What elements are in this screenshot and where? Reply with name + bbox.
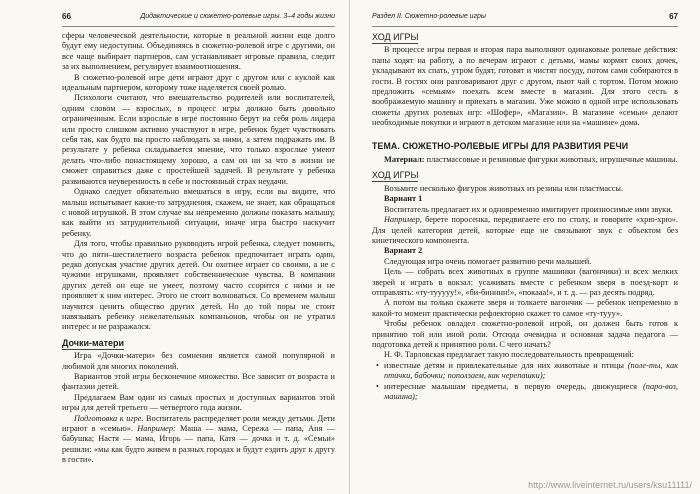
variant-label: Вариант 2: [384, 246, 423, 256]
material-lead: Материал:: [384, 155, 425, 165]
paragraph: В сюжетно-ролевой игре дети играют друг с другом или с куклой как идеальным партнером, которому тоже наделяется своей ролью.: [62, 72, 335, 93]
paragraph: Предлагаем Вам один из самых простых и доступных вариантов этой игры для детей третьего — четвертого года жизни.: [62, 392, 335, 413]
paragraph: Для того, чтобы правильно руководить игрой ребенка, следует помнить, что до пяти–шестилетнего возраста ребенок предпочитает играть один, редко допуская участие других детей. Он охотнее играет со своими, а не с чужими игрушками, проявляет собственнические чувства. В компании других детей он еще не умеет, поэтому часто ссорится с ними и не проявляет к ним интерес. Этого не стоит волноваться. Со временем малыш научится ценить общество других детей. Но до той поры не стоит навязывать ребенку нежелательных компаньонов, чтобы он не утратил интерес и не разражался.: [62, 239, 335, 332]
prep-lead: Подготовка к игре.: [74, 413, 144, 423]
prep-text: Воспитатель распределяет роли между детьми. Дети играют в «семью».: [62, 413, 335, 434]
paragraph: Н. Ф. Тарловская предлагает такую последовательность превращений:: [384, 350, 634, 360]
paragraph: А потом вы только скажете зверя и толкаете вагончик — ребенок непременно в какой-то момент практически рефлекторно скажет то самое «ту-тууу».: [372, 298, 678, 318]
paragraph: [372, 215, 678, 246]
running-head-right: [372, 6, 678, 27]
page-number-left: 66: [62, 11, 71, 21]
paragraph: [372, 155, 678, 165]
hod-heading-text: ХОД ИГРЫ: [372, 32, 419, 42]
list-item-lead: интересные малышам предметы, в первую очередь, движущиеся: [384, 381, 644, 391]
variant1-example-lead: Например,: [384, 215, 422, 225]
paragraph: Чтобы ребенок овладел сюжетно-ролевой игрой, он должен быть готов к принятию той или иной роли. Отсюда очевидна и основная задача педагога — подготовка детей к принятию роли. С чего начать?: [372, 319, 678, 349]
list-item: [372, 361, 678, 382]
page-number-right: 67: [669, 11, 678, 21]
paragraph: Игра «Дочки-матери» без сомнения является самой популярной и любимой для многих поколений.: [62, 351, 335, 371]
paragraph: Следующая игра очень помогает развитию речи малышей.: [384, 256, 592, 266]
hod-heading: [372, 32, 678, 42]
section-heading-text: Дочки-матери: [62, 337, 125, 348]
variant1-example-text: берете поросенка, передвигаете его по столу, и говорите «хрю-хрю». Для целей категория детей, которые еще не связывают звук с объектом без кинетического компонента.: [372, 215, 678, 245]
example-lead: Например:: [137, 424, 176, 434]
list-item: [372, 382, 678, 403]
section-heading: [62, 338, 335, 348]
paragraph: В процессе игры первая и вторая пара выполняют одинаковые ролевые действия: папы ходят на работу, а по вечерам играют с детьми, мамы кормят своих дочек, укладывают их спать, утром будят, готовят и чистят посуду, потом сами собираются в гости. В гостях они разговаривают друг с другом, пьют чай с тортом. Потом можно предложить «семьям» поехать всем вместе в магазин. Для этого сесть в воображаемую машину и приехать в магазин. Уже можно в одной игре использовать сюжеты других ролевых игр: «Шофер», «Магазин». В магазине «семьи» делают необходимые покупки и играют в детском магазине или на «машине» дома.: [372, 45, 678, 128]
paragraph: Цель — собрать всех животных в группе машинки (вагончики) и всех мелких зверей и играть в вокзал: усаживать вместе с ребенком зверя в поезд-корт и отправлять: «ту-тууууу!», «би-бинннн!», «покааа!», и т. д. — раз десять подряд.: [372, 267, 678, 297]
bullet-icon: •: [376, 360, 379, 370]
running-head-left: [62, 6, 335, 27]
right-body: [372, 32, 678, 402]
hod-heading-text: ХОД ИГРЫ: [372, 170, 419, 181]
paragraph: Воспитатель предлагает их и одновременно имитирует произносимые ими звуки.: [384, 204, 673, 214]
paragraph: сферы человеческой деятельности, которые в реальной жизни еще долго будут ему недоступны. Объединяясь в сюжетно-ролевой игре с другими, он все чаще выбирает партнеров, сам устанавливает игровые правила, следит за их выполнением, регулирует взаимоотношения.: [62, 31, 335, 72]
paragraph: Возьмите несколько фигурок животных из резины или пластмассы.: [384, 183, 624, 193]
paragraph: Психологи считают, что вмешательство родителей или воспитателей, одним словом — взрослых, в процесс игры должно быть довольно ограниченным. Если взрослые в игре постоянно берут на себя роль лидера или просто слишком активно участвуют в игре, ребенок будет чувствовать себя так, как будто вы просто наблюдать за ними, а затем подражать им. В результате у ребенка складывается мнение, что только взрослые умеют делать что-либо понастоящему хорошо, а сам он ни за что в жизни не сможет справиться даже с простейшей задачей. В результате у ребенка развиваются неуверенность в себе и постоянный страх неудачи.: [62, 93, 335, 186]
right-page: [350, 0, 700, 494]
left-body: [62, 31, 335, 466]
running-title-right: Раздел II. Сюжетно-ролевые игры: [372, 12, 487, 20]
paragraph: [62, 414, 335, 466]
paragraph: Вариантов этой игры бесконечное множество. Все зависит от возраста и фантазии детей.: [62, 372, 335, 392]
hod-heading: [372, 170, 678, 180]
bullet-icon: •: [376, 381, 379, 391]
list-item-lead: известные детям и привлекательные для них животные и птицы: [384, 360, 628, 370]
example-text: Маша — мама, Сережа — папа, Аня — бабушка; Настя — мама, Игорь — папа, Катя — дочка и т. д. «Семьи» решили: «мы как будто живем в разных городах и будут ездить друг к другу в гости».: [62, 424, 335, 465]
variant-label: Вариант 1: [384, 194, 423, 204]
list-item-em: (поле-ты, как птички, бабочки; поползаем, как черепашки);: [384, 360, 678, 381]
theme-heading: ТЕМА. СЮЖЕТНО-РОЛЕВЫЕ ИГРЫ ДЛЯ РАЗВИТИЯ РЕЧИ: [372, 140, 629, 151]
list-item-em: (паро-воз, машина);: [384, 381, 678, 401]
running-title-left: Дидактические и сюжетно-ролевые игры. 3–4 годы жизни: [140, 12, 335, 20]
paragraph: Однако следует обязательно вмешаться в игру, если вы видите, что малыш испытывает какие-то затруднения, скажем, не знает, как обращаться с новой игрушкой. В этом случае вы непременно должны показать малышу, как выйти из затруднительной ситуации, иначе игра быстро наскучит ребенку.: [62, 187, 335, 238]
material-text: пластмассовые и резиновые фигурки животных, игрушечные машины.: [424, 155, 678, 165]
watermark-url: http://www.liveinternet.ru/users/ksu11111/: [528, 480, 692, 490]
